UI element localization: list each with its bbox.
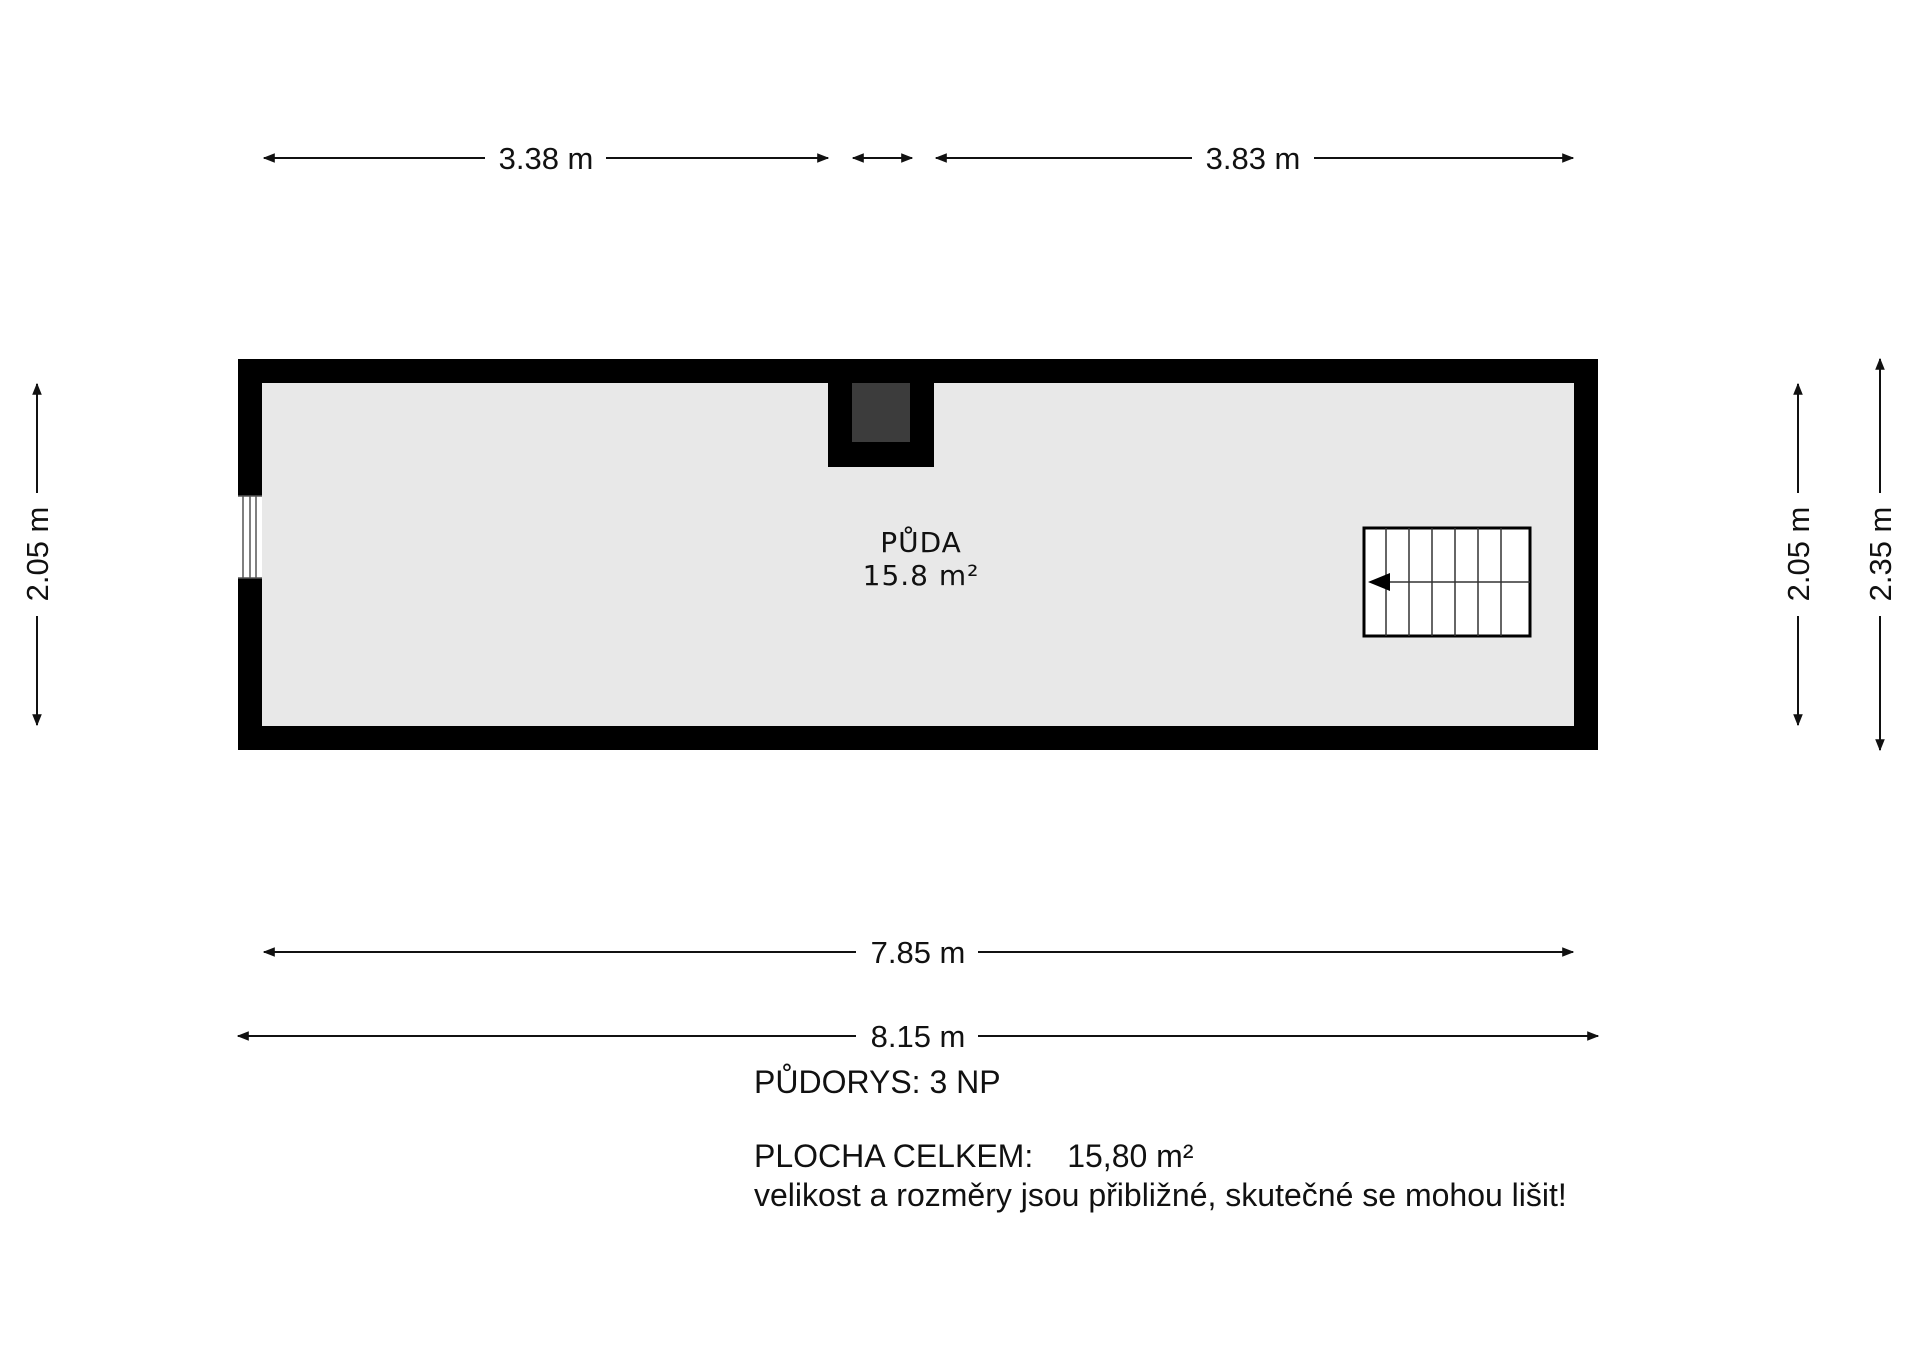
dimension-label-bottom-inner-width: 7.85 m (870, 935, 966, 970)
dimension-label-bottom-outer-width: 8.15 m (870, 1019, 966, 1054)
window (238, 496, 262, 578)
dimension-top-right (936, 141, 1573, 176)
total-area-value: 15,80 m² (1067, 1138, 1194, 1174)
room-name: PŮDA (880, 526, 962, 559)
room-puda (238, 359, 1598, 750)
dimension-label-left-height: 2.05 m (20, 506, 55, 602)
total-area-row (754, 1136, 1193, 1176)
disclaimer: velikost a rozměry jsou přibližné, skutečné se mohou lišit! (754, 1177, 1567, 1213)
dimension-bottom-outer-width (238, 1019, 1598, 1054)
dimension-right-inner-height (1781, 384, 1816, 725)
dimension-label-right-outer-height: 2.35 m (1863, 506, 1898, 602)
dimension-label-top-left: 3.38 m (498, 141, 594, 176)
dimension-right-outer-height (1863, 359, 1898, 750)
dimension-top-left (264, 141, 828, 176)
room-area: 15.8 m² (862, 559, 980, 592)
staircase (1364, 528, 1530, 636)
plan-title: PŮDORYS: 3 NP (754, 1064, 1001, 1100)
chimney-flue (852, 383, 910, 442)
total-area-label: PLOCHA CELKEM: (754, 1138, 1034, 1174)
dimension-bottom-inner-width (264, 935, 1573, 970)
dimension-left-height (20, 384, 55, 725)
dimension-label-right-inner-height: 2.05 m (1781, 506, 1816, 602)
dimension-label-top-right: 3.83 m (1205, 141, 1301, 176)
